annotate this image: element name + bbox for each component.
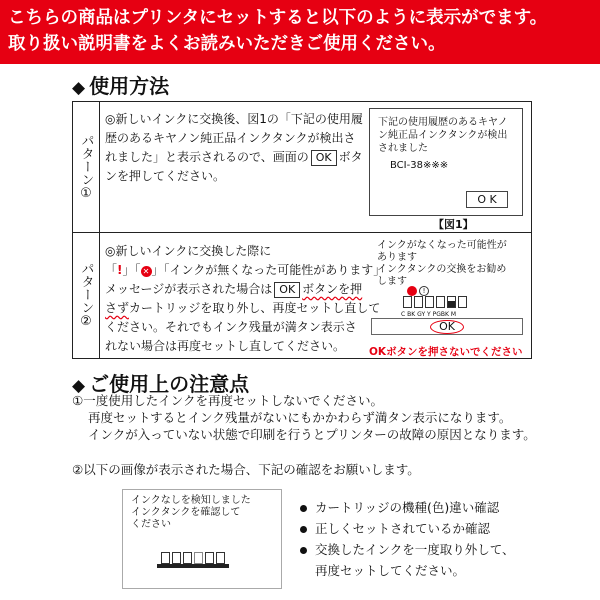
screen-line: ン純正品インクタンクが検出 (378, 130, 508, 141)
check-list (300, 497, 515, 581)
pattern2-line: れない場合は再度セットし直してください。 (105, 339, 346, 353)
top-banner (0, 0, 600, 64)
note-line: ①一度使用したインクを再度セットしないでください。 (72, 393, 383, 408)
bullet-icon (300, 526, 307, 533)
ink-tank-icon (161, 552, 170, 564)
figure-label: 【図1】 (433, 218, 474, 231)
ink-tank-icon (205, 552, 214, 564)
warning-icon: ! (419, 286, 429, 296)
pattern1-line: ンを押してください。 (105, 169, 226, 183)
printer-screen-fig1 (369, 108, 523, 216)
check-item: カートリッジの機種(色)違い確認 (300, 497, 515, 518)
check-item: 正しくセットされているか確認 (300, 518, 515, 539)
circled-ok: OK (430, 320, 464, 334)
usage-heading (72, 70, 169, 99)
panel-line: ください (131, 519, 171, 530)
ink-tank-icon (414, 296, 423, 308)
pattern1-line: れました」と表示されるので、画面の OK ボタ (105, 150, 363, 164)
error-x-icon (407, 286, 417, 296)
note-2: ②以下の画像が表示された場合、下記の確認をお願いします。 (72, 462, 420, 477)
screen-line: 下記の使用履歴のあるキヤノ (378, 117, 508, 128)
screen-line: インクタンクの交換をお勧め (377, 264, 507, 275)
tank-base-bar (157, 564, 229, 568)
pattern2-line: さずカートリッジを取り外し、再度セットし直して (105, 301, 381, 315)
ink-tank-icon (172, 552, 181, 564)
do-not-press-warning: OKボタンを押さないでください (369, 346, 523, 358)
pattern2-text (105, 242, 385, 356)
screen-line: します (377, 276, 407, 287)
pattern2-line: メッセージが表示された場合は OK ボタンを押 (105, 282, 363, 296)
ink-not-detected-panel (122, 489, 282, 589)
ink-tank-icon (216, 552, 225, 564)
ink-tank-icon (403, 296, 412, 308)
usage-heading-text: 使用方法 (89, 74, 170, 98)
printer-screen-pattern2 (369, 238, 523, 338)
panel-line: インクなしを検知しました (131, 495, 251, 506)
ink-tank-icon (425, 296, 434, 308)
diamond-icon: ◆ (72, 376, 86, 396)
pattern2-line: ◎新しいインクに交換した際に (105, 244, 272, 258)
screen-ok-button: O K (466, 191, 508, 208)
note-1 (72, 392, 536, 443)
usage-box (72, 101, 532, 359)
pattern2-line: 「!」「 ✕ 」「インクが無くなった可能性があります」 (105, 263, 386, 277)
screen-line: されました (378, 143, 428, 154)
pattern2-label: パターン② (78, 261, 94, 329)
label-column-divider (99, 102, 100, 358)
pattern1-text (105, 110, 363, 186)
error-x-icon: ✕ (141, 266, 152, 277)
screen-model: BCI-38※※※ (390, 160, 449, 171)
bullet-icon (300, 505, 307, 512)
check-item-continuation: 再度セットしてください。 (315, 563, 466, 578)
exclamation-icon: ! (117, 263, 123, 277)
pattern1-line: 歴のあるキヤノン純正品インクタンクが検出さ (105, 131, 356, 145)
pattern1-line: ◎新しいインクに交換後、図1の「下記の使用履 (105, 112, 363, 126)
notes-heading-text: ご使用上の注意点 (89, 372, 250, 396)
screen-line: あります (377, 252, 417, 263)
ink-tank-icon (183, 552, 192, 564)
ok-inline-label: OK (311, 150, 337, 166)
screen-line: インクがなくなった可能性が (377, 240, 507, 251)
bullet-icon (300, 547, 307, 554)
banner-line-1: こちらの商品はプリンタにセットすると以下のように表示がでます。 (8, 8, 548, 28)
screen-ok-button (371, 318, 523, 335)
tank-labels: C BK GY Y PGBK M (401, 311, 457, 318)
ink-tank-icon (458, 296, 467, 308)
ink-tank-icon (194, 552, 203, 564)
pattern1-label: パターン① (78, 133, 94, 201)
pattern-divider (73, 232, 531, 233)
ink-tank-icon (436, 296, 445, 308)
ink-tank-icon (447, 296, 456, 308)
panel-line: インクタンクを確認して (131, 507, 241, 518)
diamond-icon: ◆ (72, 78, 86, 98)
note-line: 再度セットするとインク残量がないにもかかわらず満タン表示になります。 (88, 410, 512, 425)
banner-line-2: 取り扱い説明書をよくお読みいただきご使用ください。 (8, 34, 446, 54)
note-line: インクが入っていない状態で印刷を行うとプリンターの故障の原因となります。 (88, 427, 536, 442)
check-item: 交換したインクを一度取り外して、 (300, 539, 515, 560)
ok-inline-label: OK (274, 282, 300, 298)
pattern2-line: ください。それでもインク残量が満タン表示さ (105, 320, 357, 334)
